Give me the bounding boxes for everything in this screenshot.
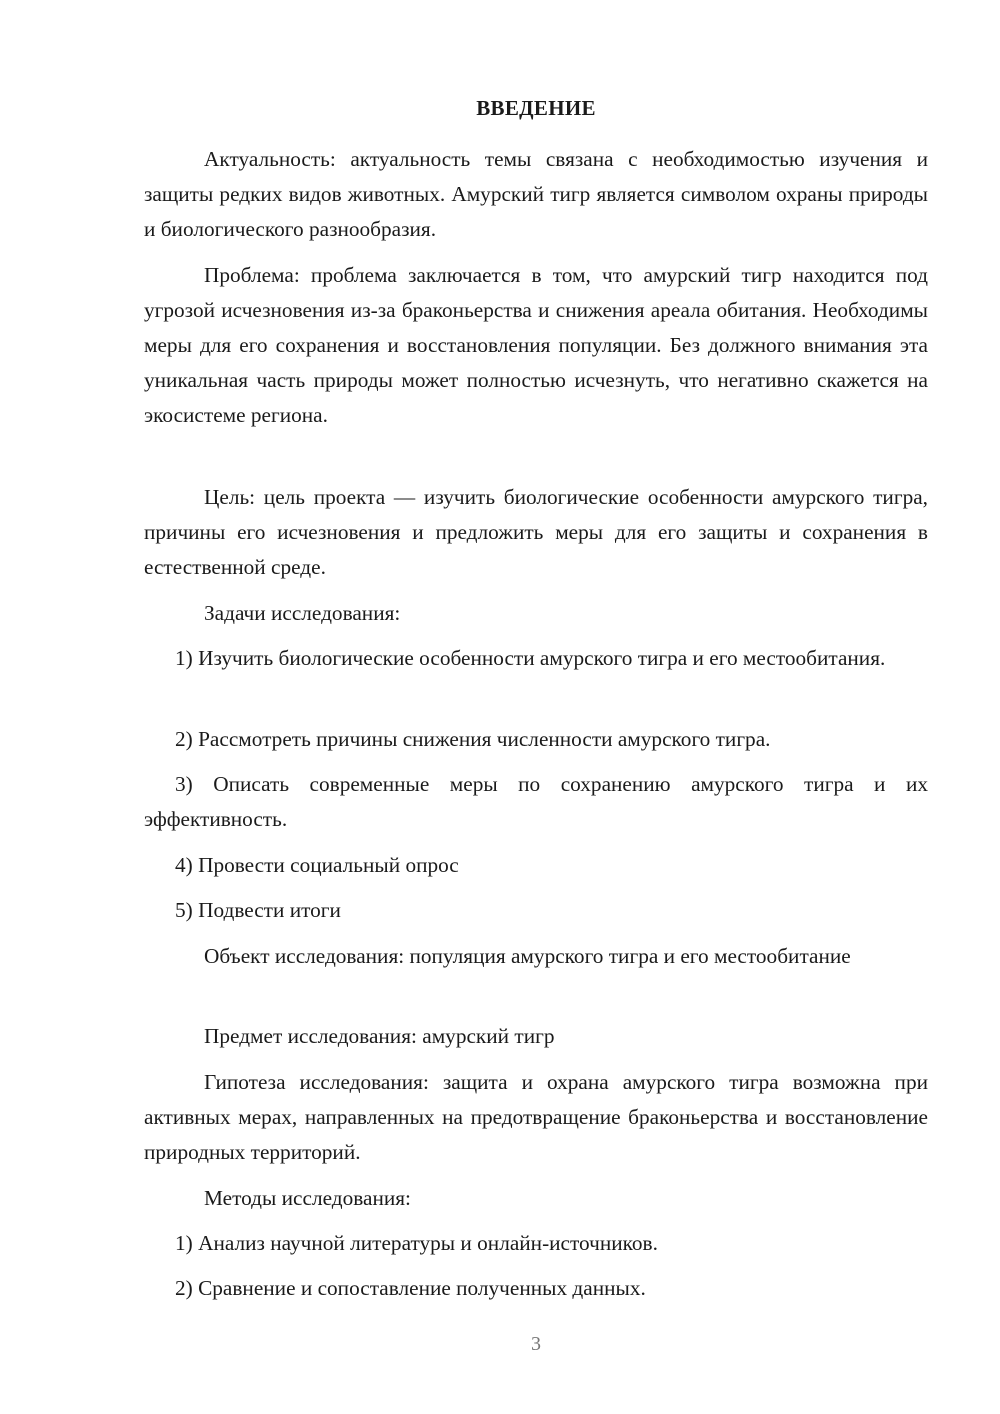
object-paragraph: Объект исследования: популяция амурского тигра и его местообитание xyxy=(204,944,851,968)
relevance-paragraph: Актуальность: актуальность темы связана с необходимостью изучения и защиты редких видов животных. Амурский тигр является символом охраны природы и биологического разнообразия. xyxy=(144,147,928,241)
task-item-2: 2) Рассмотреть причины снижения численности амурского тигра. xyxy=(175,727,771,751)
problem-paragraph: Проблема: проблема заключается в том, что амурский тигр находится под угрозой исчезновения из-за браконьерства и снижения ареала обитания. Необходимы меры для его сохранения и восстановления популяции. Без должного внимания эта уникальная часть природы может полностью исчезнуть, что негативно скажется на экосистеме региона. xyxy=(144,263,928,427)
task-item-4: 4) Провести социальный опрос xyxy=(175,853,459,877)
method-item-1: 1) Анализ научной литературы и онлайн-источников. xyxy=(175,1231,658,1255)
subject-paragraph: Предмет исследования: амурский тигр xyxy=(204,1024,555,1048)
tasks-heading: Задачи исследования: xyxy=(204,601,401,625)
goal-paragraph: Цель: цель проекта — изучить биологические особенности амурского тигра, причины его исчезновения и предложить меры для его защиты и сохранения в естественной среде. xyxy=(144,485,928,579)
task-item-1: 1) Изучить биологические особенности амурского тигра и его местообитания. xyxy=(175,646,886,670)
hypothesis-paragraph: Гипотеза исследования: защита и охрана амурского тигра возможна при активных мерах, направленных на предотвращение браконьерства и восстановление природных территорий. xyxy=(144,1070,928,1164)
page-number: 3 xyxy=(531,1333,541,1355)
methods-heading: Методы исследования: xyxy=(204,1186,411,1210)
section-heading: ВВЕДЕНИЕ xyxy=(476,96,596,120)
task-item-5: 5) Подвести итоги xyxy=(175,898,341,922)
task-item-3: 3) Описать современные меры по сохранению амурского тигра и их эффективность. xyxy=(144,772,928,831)
method-item-2: 2) Сравнение и сопоставление полученных данных. xyxy=(175,1276,646,1300)
